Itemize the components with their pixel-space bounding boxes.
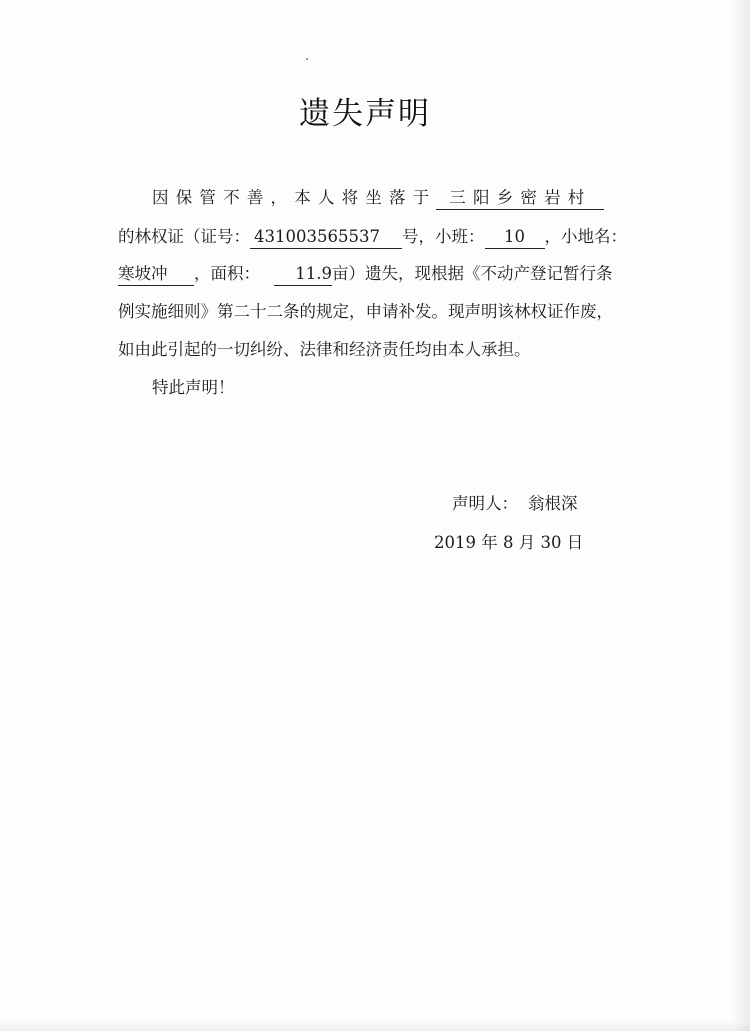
paragraph-line-4: 例实施细则》第二十二条的规定，申请补发。现声明该林权证作废， — [118, 302, 613, 321]
scan-speck — [306, 58, 308, 60]
paragraph-line-1 — [152, 186, 604, 210]
certificate-number-field: 431003565537 — [250, 226, 402, 249]
scan-edge-shadow-right — [732, 0, 750, 1031]
declarant-name: 翁根深 — [528, 494, 578, 513]
paragraph-line-3 — [118, 262, 613, 286]
line2-prefix: 的林权证（证号： — [118, 227, 250, 246]
paragraph-line-5: 如由此引起的一切纠纷、法律和经济责任均由本人承担。 — [118, 340, 531, 359]
date-year: 2019 — [434, 533, 476, 552]
line2-after-number: 号，小班： — [402, 227, 485, 246]
place-name-field: 寒坡冲 — [118, 263, 194, 286]
date-day-unit: 日 — [566, 533, 584, 552]
date-month: 8 — [503, 533, 514, 552]
closing-line: 特此声明！ — [152, 378, 235, 397]
date-year-unit: 年 — [481, 533, 498, 552]
date-line — [434, 531, 583, 555]
line2-after-sub: ，小地名： — [544, 227, 627, 246]
declarant-label: 声明人： — [452, 494, 518, 513]
area-field: 11.9 — [274, 263, 332, 286]
scan-edge-shadow-bottom — [0, 1021, 750, 1031]
line1-text: 因保管不善，本人将坐落于 — [152, 188, 437, 207]
paragraph-line-2 — [118, 225, 627, 249]
document-title: 遗失声明 — [299, 96, 431, 132]
village-field: 三阳乡密岩村 — [436, 187, 604, 210]
line3-after-area: 亩）遗失，现根据《不动产登记暂行条 — [332, 264, 613, 283]
date-day: 30 — [540, 533, 562, 552]
signature-line — [452, 492, 578, 516]
area-label: ，面积： — [194, 264, 260, 283]
date-month-unit: 月 — [518, 533, 536, 552]
subcompartment-field: 10 — [485, 226, 545, 249]
